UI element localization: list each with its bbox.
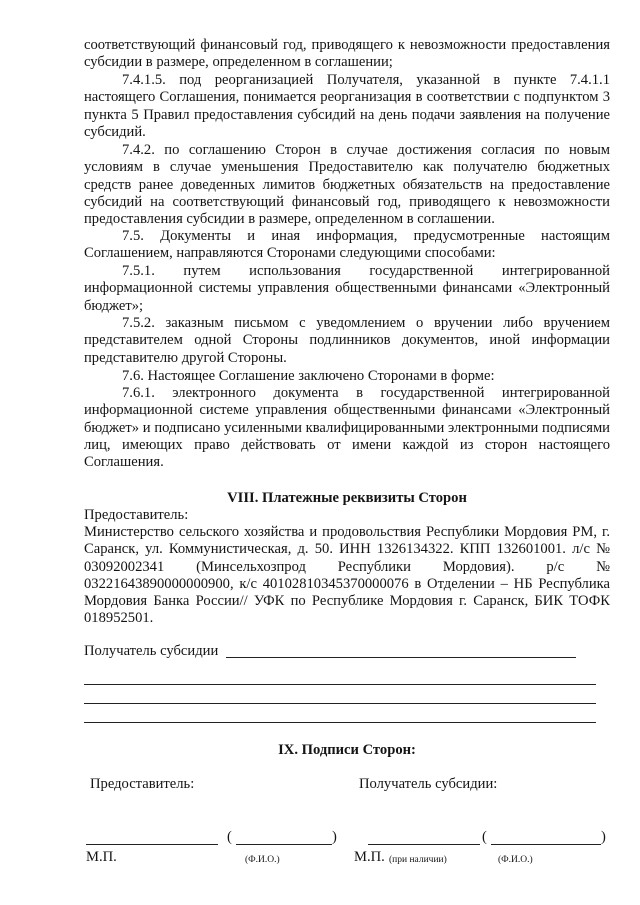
provider-stamp-label: М.П. bbox=[86, 849, 117, 865]
provider-fio-caption: (Ф.И.О.) bbox=[245, 855, 280, 865]
signature-provider-label: Предоставитель: bbox=[90, 776, 195, 792]
recipient-fio-open-paren: ( bbox=[482, 829, 487, 845]
recipient-fio-line bbox=[491, 844, 601, 845]
paragraph-7-5-1: 7.5.1. путем использования государственной интегрированной информационной системы управления общественными финансами «Электронный бюджет»; bbox=[84, 263, 610, 314]
recipient-stamp-note: (при наличии) bbox=[389, 855, 447, 865]
recipient-stamp-label: М.П. bbox=[354, 849, 385, 865]
provider-signature-line bbox=[86, 844, 218, 845]
provider-fio-close-paren: ) bbox=[332, 829, 337, 845]
recipient-signature-line bbox=[368, 844, 480, 845]
recipient-fio-caption: (Ф.И.О.) bbox=[498, 855, 533, 865]
section-9-heading: IX. Подписи Сторон: bbox=[278, 742, 416, 758]
paragraph-7-6: 7.6. Настоящее Соглашение заключено Сторонами в форме: bbox=[122, 368, 495, 384]
provider-label: Предоставитель: bbox=[84, 507, 189, 523]
recipient-name-line bbox=[226, 657, 576, 658]
paragraph-7-4-2: 7.4.2. по соглашению Сторон в случае достижения согласия по новым условиям в случае уменьшения Предоставителю как получателю бюджетных средств ранее доведенных лимитов бюджетных обязательств на предоставление субсидий на соответствующий финансовый год, приводящего к невозможности предоставления субсидии в размере, определенном в соглашении. bbox=[84, 142, 610, 228]
provider-details: Министерство сельского хозяйства и продовольствия Республики Мордовия РМ, г. Саранск, ул. Коммунистическая, д. 50. ИНН 1326134322. КПП 132601001. л/с № 03092002341 (Минсельхозпрод Республики Мордовия). р/с № 03221643890000000900, к/с 40102810345370000076 в Отделении – НБ Республика Мордовия Банка России// УФК по Республике Мордовия г. Саранск, БИК ТОФК 018952501. bbox=[84, 524, 610, 627]
recipient-details-line-3 bbox=[84, 722, 596, 723]
paragraph-7-4-1-4-end: соответствующий финансовый год, приводящего к невозможности предоставления субсидии в размере, определенном в соглашении; bbox=[84, 37, 610, 71]
section-8-heading: VIII. Платежные реквизиты Сторон bbox=[227, 490, 467, 506]
recipient-fio-close-paren: ) bbox=[601, 829, 606, 845]
paragraph-7-5: 7.5. Документы и иная информация, предусмотренные настоящим Соглашением, направляются Сторонами следующими способами: bbox=[84, 228, 610, 262]
provider-fio-line bbox=[236, 844, 332, 845]
recipient-details-line-1 bbox=[84, 684, 596, 685]
recipient-details-line-2 bbox=[84, 703, 596, 704]
paragraph-7-6-1: 7.6.1. электронного документа в государственной интегрированной информационной системе управления общественными финансами «Электронный бюджет» и подписано усиленными квалифицированными электронными подписями лиц, имеющих право действовать от имени каждой из сторон настоящего Соглашения. bbox=[84, 385, 610, 471]
paragraph-7-5-2: 7.5.2. заказным письмом с уведомлением о вручении либо вручением представителем одной Стороны подлинников документов, иной информации представителю другой Стороны. bbox=[84, 315, 610, 366]
signature-recipient-label: Получатель субсидии: bbox=[359, 776, 498, 792]
recipient-label: Получатель субсидии bbox=[84, 643, 219, 659]
provider-fio-open-paren: ( bbox=[227, 829, 232, 845]
paragraph-7-4-1-5: 7.4.1.5. под реорганизацией Получателя, указанной в пункте 7.4.1.1 настоящего Соглашения, понимается реорганизация в соответствии с подпунктом 3 пункта 5 Правил предоставления субсидий на день подачи заявления на получение субсидий. bbox=[84, 72, 610, 140]
